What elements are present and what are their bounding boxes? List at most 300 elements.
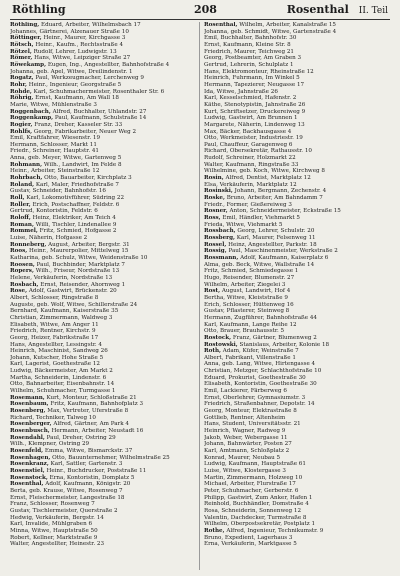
entry-surname: Rothe, bbox=[204, 527, 225, 534]
directory-entry bbox=[10, 308, 196, 315]
directory-entry bbox=[204, 248, 390, 255]
directory-entry bbox=[10, 368, 196, 375]
entry-details: Wilhelm, Arbeiter, Ziegelei 3 bbox=[204, 281, 286, 288]
entry-details: Eugen, Ing., Angestellter, Bahnhofstraße 4 bbox=[47, 61, 170, 68]
entry-details: Adolf, Gastwirt, Brückenstr. 20 bbox=[28, 288, 117, 295]
directory-entry bbox=[204, 401, 390, 408]
entry-details: Rudolf, Schreiner, Holzmarkt 22 bbox=[204, 155, 296, 162]
directory-entry bbox=[10, 455, 196, 462]
entry-surname: Rost, bbox=[204, 288, 221, 295]
entry-surname: Rosner, bbox=[204, 208, 228, 215]
directory-entry bbox=[204, 381, 390, 388]
entry-details: Ida, Witwe, Jahnstraße 26 bbox=[204, 88, 278, 95]
entry-details: Fritz, Kaufmann, Bahnhofplatz 3 bbox=[50, 401, 144, 408]
entry-details: Hedwig, Verkäuferin, Bergstr. 14 bbox=[10, 514, 104, 521]
directory-entry bbox=[204, 541, 390, 548]
directory-entry bbox=[204, 62, 390, 69]
entry-surname: Rossmann, bbox=[204, 254, 239, 261]
entry-details: Walter, Kaufmann, Ringstraße 33 bbox=[204, 161, 299, 168]
entry-surname: Ronneberg, bbox=[10, 241, 47, 248]
entry-details: Georg, Monteur, Elektrastraße 8 bbox=[204, 408, 297, 415]
entry-details: Fritz, Schmied, Schmiedegasse 1 bbox=[204, 268, 299, 275]
entry-details: Gertrud, Kontoristin, Feldstr. 6 bbox=[10, 208, 98, 215]
directory-entry bbox=[10, 475, 196, 482]
entry-surname: Rosenstock, bbox=[10, 474, 48, 481]
directory-entry bbox=[204, 215, 390, 222]
directory-entry bbox=[204, 195, 390, 202]
entry-details: Heinr., Kaufm., Rechtsstraße 4 bbox=[35, 41, 124, 48]
directory-entry bbox=[204, 481, 390, 488]
directory-entry bbox=[10, 335, 196, 342]
entry-details: Karl, Schuhmachermeister, Rosenthaler Str. 6 bbox=[33, 88, 165, 95]
entry-details: Martha, Schneiderin, Lindenstr. 6 bbox=[10, 374, 107, 381]
entry-surname: Röttinger, bbox=[10, 35, 42, 42]
entry-surname: Roggenkamp, bbox=[10, 115, 54, 122]
directory-entry bbox=[204, 188, 390, 195]
entry-details: Gertrud, Lehrerin, Schulplatz 1 bbox=[204, 61, 294, 68]
entry-details: Ernst, Reisender, Ahornweg 1 bbox=[40, 281, 126, 288]
directory-entry bbox=[204, 69, 390, 76]
entry-details: Heinz, Angestellter, Parkstr. 18 bbox=[228, 241, 317, 248]
directory-entry bbox=[10, 82, 196, 89]
entry-details: Hans, Student, Universitätsstr. 21 bbox=[204, 421, 301, 428]
entry-details: Karl, Lokomotivführer, Südring 22 bbox=[26, 195, 125, 202]
directory-entry bbox=[10, 228, 196, 235]
directory-entry bbox=[204, 428, 390, 435]
directory-entry bbox=[204, 408, 390, 415]
entry-details: Frieda, Witwe, Viehmarkt 5 bbox=[204, 221, 283, 228]
entry-details: Heinr., Maurerpolier, Mittelweg 15 bbox=[29, 248, 129, 255]
directory-entry bbox=[204, 448, 390, 455]
entry-details: Alfred, Dentist, Marktplatz 12 bbox=[225, 175, 311, 182]
entry-surname: Rostowski, bbox=[204, 341, 238, 348]
entry-details: Karl, Kaufmann, Lange Reihe 12 bbox=[204, 321, 297, 328]
directory-entry bbox=[10, 381, 196, 388]
entry-details: Georg, Postbeamter, Am Graben 3 bbox=[204, 55, 302, 62]
directory-entry bbox=[204, 22, 390, 29]
entry-surname: Rohr, bbox=[10, 81, 27, 88]
entry-surname: Rosinski, bbox=[204, 188, 233, 195]
entry-surname: Rommel, bbox=[10, 228, 38, 235]
entry-details: Hugo, Reisender, Blumenstr. 27 bbox=[204, 274, 295, 281]
entry-details: Walter, Angestellter, Heinestr. 23 bbox=[10, 541, 105, 548]
entry-surname: Rohrbach, bbox=[10, 175, 43, 182]
directory-entry bbox=[10, 302, 196, 309]
entry-details: Heinz, Elektriker, Am Teich 4 bbox=[32, 215, 116, 222]
directory-entry bbox=[204, 468, 390, 475]
entry-details: Max, Vertreter, Uferstraße 8 bbox=[47, 408, 129, 415]
directory-entry bbox=[204, 42, 390, 49]
entry-surname: Rosenthal, bbox=[10, 481, 44, 488]
entry-details: Albert, Fabrikant, Villenstraße 1 bbox=[204, 354, 296, 361]
directory-entry bbox=[10, 528, 196, 535]
entry-details: Adolf, Kaufmann, Kaiserplatz 6 bbox=[240, 254, 329, 261]
header-right-word: Rosenthal bbox=[286, 3, 349, 16]
entry-details: Gustav, Pflasterer, Steinweg 8 bbox=[204, 308, 290, 315]
entry-details: August, Landwirt, Hof 4 bbox=[221, 288, 291, 295]
directory-entry bbox=[204, 228, 390, 235]
directory-entry bbox=[10, 215, 196, 222]
entry-details: Alfred, Gärtner, Am Park 4 bbox=[53, 421, 129, 428]
entry-details: Hermann, Zugführer, Bahnhofstraße 44 bbox=[204, 314, 317, 321]
entry-surname: Rosemann, bbox=[10, 394, 45, 401]
entry-surname: Röhrig, bbox=[10, 95, 34, 102]
directory-entry bbox=[204, 135, 390, 142]
directory-entry bbox=[204, 475, 390, 482]
entry-details: Ernst, Fleischermeister, Langestraße 18 bbox=[10, 494, 125, 501]
entry-details: Emil, Kraftfahrer, Wiesenstr. 19 bbox=[10, 135, 101, 142]
directory-entry bbox=[10, 182, 196, 189]
entry-details: Karl, Amtmann, Schloßplatz 2 bbox=[204, 448, 290, 454]
column-divider bbox=[199, 22, 200, 570]
directory-entry bbox=[10, 408, 196, 415]
entry-surname: Rosenbusch, bbox=[10, 428, 50, 435]
entry-details: Friedrich, Rentner, Kirchstr. 9 bbox=[10, 328, 96, 335]
entry-details: Luise, Näherin, Hofgasse 2 bbox=[10, 235, 88, 241]
entry-details: Johann, Bergmann, Zechenstr. 4 bbox=[234, 188, 327, 195]
directory-entry bbox=[204, 35, 390, 42]
directory-entry bbox=[204, 168, 390, 175]
directory-entry bbox=[10, 135, 196, 142]
entry-surname: Roland, bbox=[10, 181, 35, 188]
entry-surname: Roggenbach, bbox=[10, 108, 51, 115]
directory-entry bbox=[10, 188, 196, 195]
entry-details: Otto, Werkmeister, Industriestr. 19 bbox=[204, 135, 303, 142]
entry-details: Heinr., Ingenieur, Georgstraße 5 bbox=[28, 81, 122, 88]
directory-entry bbox=[10, 42, 196, 49]
directory-entry bbox=[204, 182, 390, 189]
directory-entry bbox=[204, 242, 390, 249]
directory-entry bbox=[10, 202, 196, 209]
entry-surname: Rose, bbox=[10, 288, 28, 295]
directory-entry bbox=[204, 202, 390, 209]
entry-details: Johann, Bahnwärter, Posten 27 bbox=[204, 441, 292, 448]
page-number: 208 bbox=[194, 3, 217, 16]
entry-surname: Rossel, bbox=[204, 241, 227, 248]
directory-entry bbox=[10, 62, 196, 69]
entry-details: Berta, geb. Krause, Witwe, Rosenweg 7 bbox=[10, 487, 123, 494]
entry-details: Paul, Maschinenmeister, Werkstraße 2 bbox=[228, 248, 338, 255]
entry-details: Marie, Witwe, Mühlenstraße 3 bbox=[10, 101, 97, 108]
entry-surname: Rosenfeld, bbox=[10, 448, 44, 454]
entry-details: Alma, geb. Beck, Witwe, Wallstraße 14 bbox=[204, 261, 315, 268]
entry-details: Karl, Kesselschmied, Hafenstr. 2 bbox=[204, 95, 297, 102]
directory-entry bbox=[10, 435, 196, 442]
entry-details: Franz, Schlosser, Rosenweg 7 bbox=[10, 501, 95, 508]
entry-surname: Rossberg, bbox=[204, 235, 235, 241]
entry-details: Heinr., Buchdrucker, Poststraße 11 bbox=[46, 467, 147, 474]
directory-entry bbox=[204, 308, 390, 315]
entry-details: Erna, Kontoristin, Domplatz 5 bbox=[49, 474, 135, 481]
entry-details: Martin, Zimmermann, Holzweg 10 bbox=[204, 474, 303, 481]
entry-details: Michael, Arbeiter, Flurstraße 17 bbox=[204, 481, 296, 488]
directory-entry bbox=[204, 282, 390, 289]
entry-details: Friedrich, Maurer, Teichweg 21 bbox=[204, 48, 294, 55]
entry-details: Karl, Maurer, Felsenweg 11 bbox=[236, 235, 316, 241]
entry-details: Wilh., Klempner, Ostring 29 bbox=[10, 441, 90, 448]
entry-details: Wilh., Landwirt, Im Felde 8 bbox=[43, 161, 122, 168]
directory-entry bbox=[204, 29, 390, 36]
entry-details: Paul, Dreher, Ostring 29 bbox=[46, 434, 116, 441]
directory-entry bbox=[10, 521, 196, 528]
directory-entry bbox=[10, 235, 196, 242]
entry-details: Hans, Angestellter, Lessingstr. 4 bbox=[10, 341, 102, 348]
header-left-keyword: Röthling bbox=[12, 3, 66, 16]
directory-entry bbox=[10, 342, 196, 349]
entry-surname: Rossig, bbox=[204, 248, 227, 255]
directory-entry bbox=[10, 155, 196, 162]
directory-entry bbox=[10, 322, 196, 329]
directory-entry bbox=[10, 35, 196, 42]
directory-entry bbox=[10, 75, 196, 82]
directory-entry bbox=[204, 142, 390, 149]
directory-entry bbox=[10, 109, 196, 116]
entry-details: Ludwig, Bäckermeister, Am Markt 2 bbox=[10, 368, 113, 375]
entry-surname: Roosen, bbox=[10, 261, 35, 268]
directory-entry bbox=[204, 322, 390, 329]
entry-details: Elisabeth, Witwe, Am Anger 11 bbox=[10, 321, 99, 328]
entry-surname: Rohde, bbox=[10, 88, 32, 95]
directory-entry bbox=[204, 75, 390, 82]
entry-details: Gustav, Tischlermeister, Querstraße 2 bbox=[10, 507, 118, 514]
entry-details: Georg, Heizer, Fabrikstraße 17 bbox=[10, 334, 99, 341]
entry-details: Karl, Invalide, Mühlgraben 6 bbox=[10, 521, 93, 528]
directory-entry bbox=[204, 162, 390, 169]
entry-surname: Rogier, bbox=[10, 121, 33, 128]
directory-entry bbox=[204, 348, 390, 355]
entry-details: Erich, Schlosser, Hüttenweg 16 bbox=[204, 301, 294, 308]
entry-details: Gottlieb, Rentner, Altenheim bbox=[204, 414, 286, 421]
entry-details: Rosa, Schneiderin, Sonnenweg 12 bbox=[204, 507, 302, 514]
directory-entry bbox=[204, 528, 390, 535]
entry-details: Hans, Witwe, Leipziger Straße 27 bbox=[34, 55, 131, 62]
directory-entry bbox=[204, 515, 390, 522]
entry-details: Ernst, Kaufmann, Kleine Str. 8 bbox=[204, 41, 291, 48]
directory-entry bbox=[204, 488, 390, 495]
entry-surname: Römer, bbox=[10, 55, 33, 62]
directory-entry bbox=[204, 501, 390, 508]
entry-surname: Rohlfs, bbox=[10, 128, 33, 135]
entry-details: Emil, Lackierer, Färberweg 6 bbox=[204, 388, 287, 395]
entry-details: Karl, Maler, Friedhofstraße 7 bbox=[35, 181, 119, 188]
entry-details: Franz, Dreher, Kasseler Str. 33 bbox=[34, 121, 123, 128]
directory-entry bbox=[10, 22, 196, 29]
entry-details: Minna, Witwe, Hauptstraße 50 bbox=[10, 527, 98, 534]
directory-entry bbox=[10, 508, 196, 515]
entry-details: Heinrich, Maschinist, Sandweg 26 bbox=[10, 348, 108, 355]
directory-entry bbox=[10, 495, 196, 502]
entry-details: Eduard, Prokurist, Goethestraße 30 bbox=[204, 374, 306, 381]
directory-entry bbox=[10, 268, 196, 275]
entry-surname: Rötzel, bbox=[10, 48, 32, 55]
entry-details: Heinrich, Fuhrmann, Im Winkel 5 bbox=[204, 75, 300, 82]
entry-details: Paul, Kaufmann, Schulstraße 14 bbox=[54, 115, 147, 122]
entry-surname: Rosenberg, bbox=[10, 408, 46, 415]
entry-details: Alfred, Buchhalter, Uhlandstr. 27 bbox=[52, 108, 147, 115]
directory-entry bbox=[204, 315, 390, 322]
entry-details: Luise, Witwe, Klostergasse 3 bbox=[204, 467, 286, 474]
entry-surname: Roske, bbox=[204, 195, 225, 202]
entry-details: Ludwig, Kaufmann, Hauptstraße 61 bbox=[204, 461, 306, 468]
entry-surname: Roman, bbox=[10, 221, 34, 228]
entry-details: Emil, Händler, Viehmarkt 5 bbox=[222, 215, 300, 222]
directory-entry bbox=[10, 255, 196, 262]
directory-entry bbox=[204, 368, 390, 375]
directory-entry bbox=[10, 95, 196, 102]
entry-details: Christian, Metzger, Schlachthofstraße 10 bbox=[204, 368, 322, 375]
entry-surname: Röthling, bbox=[10, 22, 40, 28]
entry-details: Emil, Buchhalter, Bahnhofstr. 30 bbox=[204, 35, 297, 42]
entry-details: Georg, Lehrer, Schulstr. 20 bbox=[237, 228, 315, 235]
entry-details: Adolf, Kaufmann, Königstr. 20 bbox=[45, 481, 131, 488]
entry-details: Georg, Fabrikarbeiter, Neuer Weg 2 bbox=[33, 128, 137, 135]
entry-surname: Rosenthal, bbox=[204, 22, 238, 28]
directory-entry bbox=[204, 535, 390, 542]
directory-entry bbox=[10, 488, 196, 495]
directory-entry bbox=[204, 148, 390, 155]
directory-entry bbox=[204, 455, 390, 462]
entry-details: Elsa, Verkäuferin, Marktplatz 12 bbox=[204, 181, 297, 188]
directory-entry bbox=[204, 441, 390, 448]
directory-entry bbox=[10, 448, 196, 455]
entry-details: Anna, geb. Meyer, Witwe, Gartenweg 5 bbox=[10, 155, 122, 162]
directory-entry bbox=[10, 208, 196, 215]
directory-entry bbox=[204, 155, 390, 162]
entry-details: Ludwig, Gastwirt, Am Brunnen 1 bbox=[204, 115, 298, 122]
directory-entry bbox=[204, 95, 390, 102]
directory-entry bbox=[204, 342, 390, 349]
directory-entry bbox=[204, 115, 390, 122]
directory-entry bbox=[10, 541, 196, 548]
entry-details: Philipp, Gastwirt, Zum Anker, Hafen 1 bbox=[204, 494, 313, 501]
directory-entry bbox=[10, 355, 196, 362]
directory-entry bbox=[10, 388, 196, 395]
directory-entry bbox=[204, 302, 390, 309]
directory-entry bbox=[10, 295, 196, 302]
directory-entry bbox=[10, 55, 196, 62]
entry-details: Stanislaus, Arbeiter, Kolonie 18 bbox=[239, 341, 330, 348]
entry-details: Christian, Zimmermann, Waldweg 3 bbox=[10, 314, 113, 321]
entry-surname: Ross, bbox=[204, 215, 221, 222]
entry-details: Paul, Buchbinder, Marktplatz 7 bbox=[36, 261, 125, 268]
directory-entry bbox=[204, 109, 390, 116]
entry-details: Emma, Witwe, Bismarckstr. 37 bbox=[44, 448, 133, 454]
page-header bbox=[10, 2, 390, 18]
directory-entry bbox=[10, 122, 196, 129]
entry-surname: Ropers, bbox=[10, 268, 34, 275]
directory-entry bbox=[10, 315, 196, 322]
entry-details: Adam, Küfer, Weinstraße 7 bbox=[222, 348, 299, 355]
directory-entry bbox=[10, 328, 196, 335]
directory-entry bbox=[204, 461, 390, 468]
left-column bbox=[10, 22, 196, 574]
entry-details: Reinhold, Buchhändler, Domstraße 4 bbox=[204, 501, 309, 508]
directory-entry bbox=[10, 375, 196, 382]
entry-surname: Rötsch, bbox=[10, 41, 34, 48]
entry-details: Otto, Brauer, Brauhausstr. 5 bbox=[204, 328, 285, 335]
right-column bbox=[204, 22, 390, 574]
directory-entry bbox=[10, 441, 196, 448]
entry-details: Bernhard, Kaufmann, Kaiserstraße 35 bbox=[10, 308, 119, 315]
entry-details: Johanna, geb. Schmidt, Witwe, Gartenstraße 4 bbox=[204, 28, 337, 35]
directory-entry bbox=[10, 168, 196, 175]
entry-details: Käthe, Stenotypistin, Jahnstraße 26 bbox=[204, 101, 306, 108]
entry-details: Otto, Bahnarbeiter, Eisenbahnstr. 14 bbox=[10, 381, 115, 388]
entry-details: Wilh., Friseur, Nordstraße 13 bbox=[35, 268, 120, 275]
directory-entry bbox=[204, 122, 390, 129]
directory-entry bbox=[204, 222, 390, 229]
entry-details: Johanna, geb. Apel, Witwe, Dreilindenstr. 1 bbox=[10, 68, 133, 75]
entry-details: Karl, Sattler, Gartenstr. 3 bbox=[50, 461, 123, 468]
directory-entry bbox=[204, 208, 390, 215]
directory-entry bbox=[204, 355, 390, 362]
directory-entry bbox=[204, 255, 390, 262]
entry-details: Konrad, Maurer, Neubau 5 bbox=[204, 454, 281, 461]
directory-entry bbox=[204, 435, 390, 442]
directory-entry bbox=[204, 328, 390, 335]
directory-entry bbox=[204, 395, 390, 402]
entry-details: Bruno, Arbeiter, Am Bahndamm 7 bbox=[226, 195, 323, 202]
directory-entry bbox=[204, 262, 390, 269]
entry-details: Helene, Verkäuferin, Nordstraße 13 bbox=[10, 274, 113, 281]
directory-entry bbox=[204, 175, 390, 182]
entry-details: Hermann, Tapezierer, Neugasse 17 bbox=[204, 81, 305, 88]
directory-entry bbox=[204, 521, 390, 528]
entry-details: Gustav, Schneider, Bahnhofstr. 16 bbox=[10, 188, 106, 195]
directory-entry bbox=[204, 288, 390, 295]
directory-entry bbox=[10, 248, 196, 255]
entry-details: Ernst, Oberlehrer, Gymnasiumstr. 3 bbox=[204, 394, 306, 401]
directory-entry bbox=[10, 69, 196, 76]
entry-surname: Rosin, bbox=[204, 175, 224, 182]
entry-details: Rudolf, Lehrer, Ludwigstr. 13 bbox=[33, 48, 117, 55]
entry-surname: Rosendahl, bbox=[10, 434, 45, 441]
entry-surname: Rossbach, bbox=[204, 228, 236, 235]
entry-surname: Rosenhagen, bbox=[10, 454, 51, 461]
entry-details: Hermann, Arbeiter, Neustadt 16 bbox=[51, 428, 144, 435]
directory-entry bbox=[204, 495, 390, 502]
directory-entry bbox=[10, 535, 196, 542]
entry-surname: Roos, bbox=[10, 248, 28, 255]
directory-entry bbox=[204, 388, 390, 395]
directory-entry bbox=[204, 82, 390, 89]
entry-details: Anna, geb. Lang, Witwe, Hirtengasse 4 bbox=[204, 361, 316, 368]
entry-details: Albert, Schlosser, Ringstraße 8 bbox=[10, 294, 99, 301]
entry-surname: Rogatz, bbox=[10, 75, 34, 82]
entry-details: Friedr., Schreiner, Hauptstr. 41 bbox=[10, 148, 99, 155]
directory-entry bbox=[204, 375, 390, 382]
directory-entry bbox=[10, 501, 196, 508]
entry-surname: Roll, bbox=[10, 195, 25, 202]
entry-details: Johann, Kutscher, Hohe Straße 5 bbox=[10, 354, 104, 361]
directory-entry bbox=[10, 162, 196, 169]
entry-details: Katharina, geb. Schulz, Witwe, Weidenstraße 10 bbox=[10, 254, 148, 261]
entry-surname: Rostock, bbox=[204, 334, 232, 341]
directory-entry bbox=[10, 148, 196, 155]
entry-details: Auguste, geb. Wolf, Witwe, Schillerstraße 24 bbox=[10, 301, 138, 308]
entry-details: Paul, Chauffeur, Garagenweg 6 bbox=[204, 141, 293, 148]
entry-details: Otto, Bauarbeiter, Kirchplatz 3 bbox=[44, 175, 132, 182]
directory-entry bbox=[204, 129, 390, 136]
entry-details: Anton, Schneidermeister, Eckstraße 15 bbox=[229, 208, 341, 215]
entry-details: August, Arbeiter, Bergstr. 31 bbox=[48, 241, 130, 248]
entry-details: Paul, Werkzeugmacher, Lerchenweg 9 bbox=[35, 75, 144, 82]
directory-entry bbox=[204, 89, 390, 96]
directory-entry bbox=[10, 401, 196, 408]
directory-entry bbox=[204, 275, 390, 282]
directory-entry bbox=[204, 55, 390, 62]
entry-details: Kurt, Monteur, Schloßstraße 21 bbox=[46, 394, 137, 401]
